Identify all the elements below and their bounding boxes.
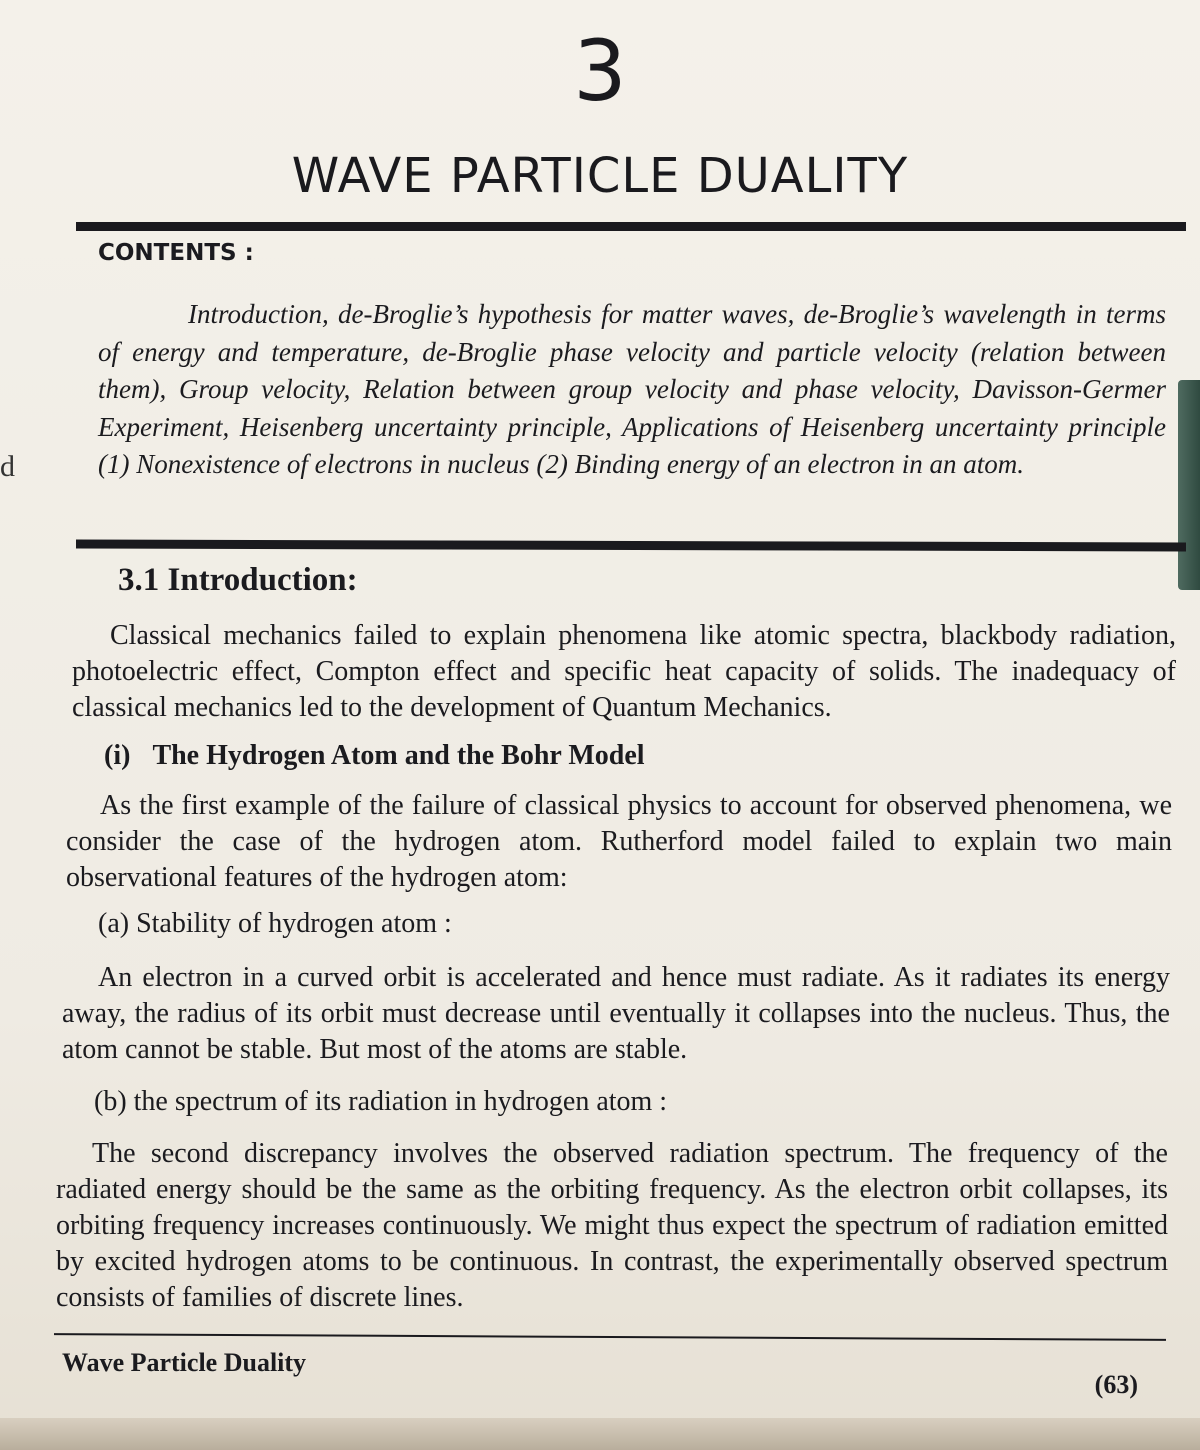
contents-body: Introduction, de-Broglie’s hypothesis for matter waves, de-Broglie’s wavelength in terms of energy and temperature, de-Broglie phase velocity and particle velocity (relation between them), Group velocity, Relation between group velocity and phase velocity, Davisson-Germer Experiment, Heisenberg uncertainty principle, Applications of Heisenberg uncertainty principle (1) Nonexistence of electrons in nucleus (2) Binding energy of an electron in an atom. — [98, 299, 1166, 479]
footer-title: Wave Particle Duality — [62, 1348, 307, 1377]
subsection-title: The Hydrogen Atom and the Bohr Model — [152, 740, 645, 771]
intro-paragraph: Classical mechanics failed to explain phenomena like atomic spectra, blackbody radiation, photoelectric effect, Compton effect and specific heat capacity of solids. The inadequacy of classical mechanics led to the development of Quantum Mechanics. — [72, 620, 1176, 723]
chapter-number: 3 — [573, 22, 627, 120]
section-heading: 3.1 Introduction: — [118, 562, 358, 598]
margin-mark: d — [0, 450, 15, 483]
page-bottom-edge — [0, 1418, 1200, 1450]
chapter-title: WAVE PARTICLE DUALITY — [291, 148, 909, 204]
item-b-label: (b) the spectrum of its radiation in hydrogen atom : — [94, 1086, 668, 1117]
item-a-paragraph: An electron in a curved orbit is accelerated and hence must radiate. As it radiates its energy away, the radius of its orbit must decrease until eventually it collapses into the nucleus. Thus, the atom cannot be stable. But most of the atoms are stable. — [62, 962, 1170, 1065]
item-a-label: (a) Stability of hydrogen atom : — [98, 908, 452, 939]
book-tab-marker — [1178, 380, 1200, 590]
subsection-heading — [104, 740, 645, 772]
page-number: (63) — [1094, 1370, 1138, 1399]
item-b-paragraph: The second discrepancy involves the observed radiation spectrum. The frequency of the radiated energy should be the same as the orbiting frequency. As the electron orbit collapses, its orbiting frequency increases continuously. We might thus expect the spectrum of radiation emitted by excited hydrogen atoms to be continuous. In contrast, the experimentally observed spectrum consists of families of discrete lines. — [56, 1138, 1168, 1313]
subsection-number: (i) — [104, 740, 131, 771]
contents-heading: CONTENTS : — [98, 240, 254, 266]
hydrogen-paragraph: As the first example of the failure of classical physics to account for observed phenomena, we consider the case of the hydrogen atom. Rutherford model failed to explain two main observational features of the hydrogen atom: — [66, 790, 1172, 893]
top-divider — [76, 222, 1186, 231]
